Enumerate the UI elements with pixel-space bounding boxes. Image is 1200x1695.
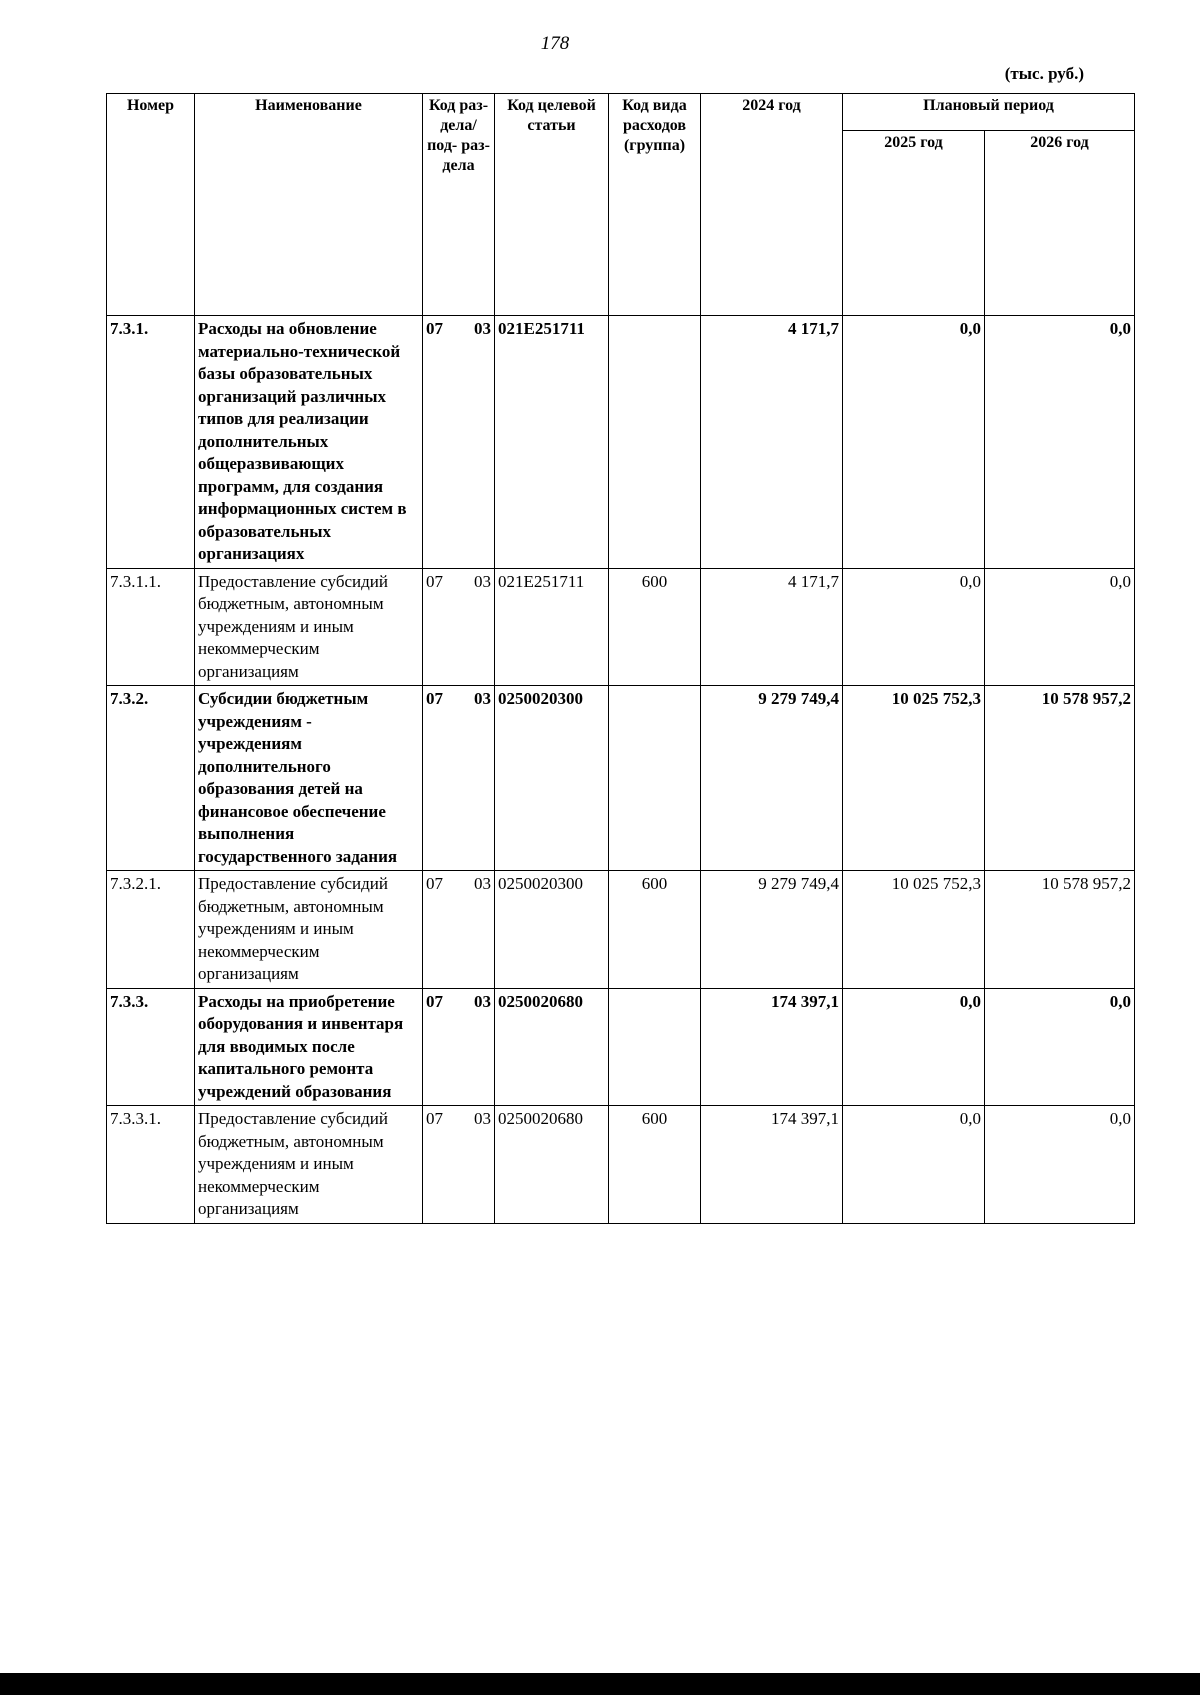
subsection-code: 03 xyxy=(474,1109,491,1128)
cell-section xyxy=(423,316,495,569)
header-planned-period: Плановый период xyxy=(843,94,1135,131)
cell-number: 7.3.3.1. xyxy=(107,1106,195,1224)
cell-target: 021E251711 xyxy=(495,316,609,569)
subsection-code: 03 xyxy=(474,874,491,893)
cell-target: 021E251711 xyxy=(495,568,609,686)
cell-number: 7.3.2.1. xyxy=(107,871,195,989)
cell-section xyxy=(423,1106,495,1224)
cell-2024: 9 279 749,4 xyxy=(701,871,843,989)
cell-2026: 10 578 957,2 xyxy=(985,871,1135,989)
table-row xyxy=(107,316,1135,569)
cell-2026: 0,0 xyxy=(985,568,1135,686)
table-row xyxy=(107,988,1135,1106)
cell-name: Расходы на приобретение оборудования и инвентаря для вводимых после капитального ремонта учреждений образования xyxy=(195,988,423,1106)
cell-name: Расходы на обновление материально-технической базы образовательных организаций различных типов для реализации дополнительных общеразвивающих программ, для создания информационных систем в образовательных организациях xyxy=(195,316,423,569)
subsection-code: 03 xyxy=(474,571,491,591)
cell-2024: 174 397,1 xyxy=(701,1106,843,1224)
header-section-code: Код раз- дела/ под- раз- дела xyxy=(423,94,495,316)
table-row xyxy=(107,871,1135,989)
header-number: Номер xyxy=(107,94,195,316)
cell-2024: 4 171,7 xyxy=(701,568,843,686)
scan-border xyxy=(0,1673,1200,1695)
table-row xyxy=(107,1106,1135,1224)
section-code: 07 xyxy=(426,571,443,591)
header-year-2026: 2026 год xyxy=(985,131,1135,316)
cell-section xyxy=(423,686,495,871)
header-row xyxy=(107,94,1135,131)
section-code: 07 xyxy=(426,991,443,1011)
header-target-code: Код целевой статьи xyxy=(495,94,609,316)
cell-section xyxy=(423,871,495,989)
cell-type: 600 xyxy=(609,1106,701,1224)
subsection-code: 03 xyxy=(474,991,491,1011)
cell-2025: 10 025 752,3 xyxy=(843,871,985,989)
cell-number: 7.3.3. xyxy=(107,988,195,1106)
cell-target: 0250020300 xyxy=(495,871,609,989)
cell-2026: 0,0 xyxy=(985,988,1135,1106)
cell-2026: 0,0 xyxy=(985,316,1135,569)
cell-2025: 0,0 xyxy=(843,988,985,1106)
cell-number: 7.3.1.1. xyxy=(107,568,195,686)
cell-number: 7.3.2. xyxy=(107,686,195,871)
section-code: 07 xyxy=(426,689,443,708)
section-code: 07 xyxy=(426,319,443,338)
cell-2024: 4 171,7 xyxy=(701,316,843,569)
page-number: 178 xyxy=(540,33,570,54)
cell-2024: 174 397,1 xyxy=(701,988,843,1106)
cell-number: 7.3.1. xyxy=(107,316,195,569)
header-year-2024: 2024 год xyxy=(701,94,843,316)
subsection-code: 03 xyxy=(474,689,491,708)
cell-target: 0250020680 xyxy=(495,1106,609,1224)
cell-section xyxy=(423,988,495,1106)
units-label: (тыс. руб.) xyxy=(1004,64,1084,83)
cell-section xyxy=(423,568,495,686)
cell-type xyxy=(609,686,701,871)
cell-2026: 10 578 957,2 xyxy=(985,686,1135,871)
cell-name: Субсидии бюджетным учреждениям - учреждениям дополнительного образования детей на финансовое обеспечение выполнения государственного задания xyxy=(195,686,423,871)
cell-type xyxy=(609,316,701,569)
table-row xyxy=(107,568,1135,686)
cell-name: Предоставление субсидий бюджетным, автономным учреждениям и иным некоммерческим организациям xyxy=(195,871,423,989)
section-code: 07 xyxy=(426,874,443,893)
subsection-code: 03 xyxy=(474,319,491,338)
cell-type xyxy=(609,988,701,1106)
header-year-2025: 2025 год xyxy=(843,131,985,316)
header-expense-type: Код вида расходов (группа) xyxy=(609,94,701,316)
cell-2025: 0,0 xyxy=(843,316,985,569)
table-row xyxy=(107,686,1135,871)
header-name: Наименование xyxy=(195,94,423,316)
cell-target: 0250020300 xyxy=(495,686,609,871)
cell-2025: 10 025 752,3 xyxy=(843,686,985,871)
cell-2025: 0,0 xyxy=(843,1106,985,1224)
cell-2024: 9 279 749,4 xyxy=(701,686,843,871)
cell-2025: 0,0 xyxy=(843,568,985,686)
table-body xyxy=(107,316,1135,1224)
section-code: 07 xyxy=(426,1109,443,1128)
cell-name: Предоставление субсидий бюджетным, автономным учреждениям и иным некоммерческим организациям xyxy=(195,568,423,686)
cell-name: Предоставление субсидий бюджетным, автономным учреждениям и иным некоммерческим организациям xyxy=(195,1106,423,1224)
cell-type: 600 xyxy=(609,568,701,686)
cell-type: 600 xyxy=(609,871,701,989)
cell-2026: 0,0 xyxy=(985,1106,1135,1224)
cell-target: 0250020680 xyxy=(495,988,609,1106)
budget-table xyxy=(106,93,1135,1224)
